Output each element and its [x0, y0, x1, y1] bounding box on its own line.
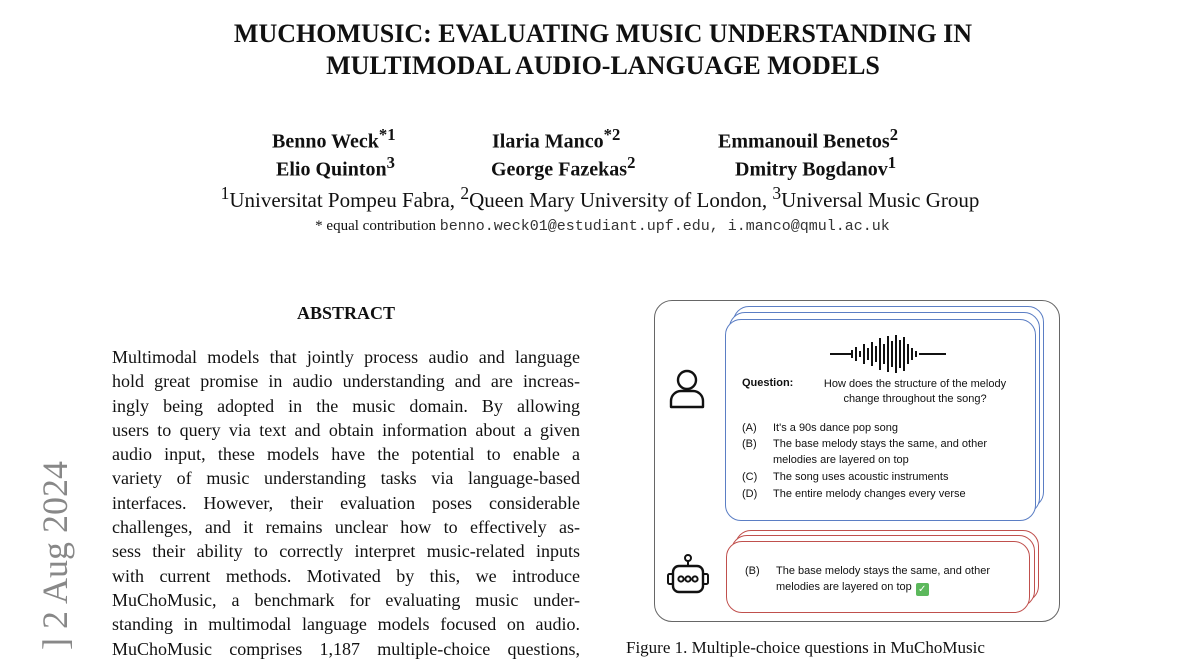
abstract-line: sess their ability to correctly interpret music-related inputs [112, 541, 580, 562]
abstract-line: MuChoMusic comprises 1,187 multiple-choice questions, [112, 638, 580, 659]
arxiv-stamp: ] 2 Aug 2024 [35, 461, 75, 650]
author: Ilaria Manco$^{*2}$ [492, 125, 621, 153]
abstract-line: interfaces. However, their evaluation poses considerable [112, 492, 580, 513]
robot-icon [665, 553, 711, 599]
abstract-line: ingly being adopted in the music domain. By allowing [112, 395, 580, 416]
author: George Fazekas$^2$ [491, 153, 636, 181]
title-line-2: MULTIMODAL AUDIO-LANGUAGE MODELS [326, 51, 880, 80]
check-icon: ✓ [916, 583, 929, 596]
title-line-1: MUCHOMUSIC: EVALUATING MUSIC UNDERSTANDING IN [233, 19, 973, 48]
abstract-line: challenges, and it remains unclear how to effectively as- [112, 517, 580, 538]
contribution-note [0, 218, 1200, 235]
waveform-icon [822, 332, 952, 376]
abstract-line: users to query via text and obtain information about a given [112, 419, 580, 440]
abstract-line: with current methods. Motivated by this, we introduce [112, 565, 580, 586]
answer-card: (B) The base melody stays the same, and other melodies are layered on top ✓ [726, 541, 1030, 613]
equal-contribution-note: * equal contribution [315, 218, 436, 234]
abstract-line: MuChoMusic, a benchmark for evaluating music under- [112, 589, 580, 610]
question-label: Question: [742, 377, 794, 389]
user-icon [667, 367, 707, 411]
question-text: How does the structure of the melody change throughout the song? [823, 378, 1007, 405]
abstract-heading: ABSTRACT [296, 303, 396, 323]
author: Elio Quinton$^3$ [276, 153, 395, 181]
figure-caption: Figure 1. Multiple-choice questions in MuChoMusic [626, 638, 985, 657]
question-card: Question: How does the structure of the melody change throughout the song? (A) It's a 90s dance pop song (B) The base melody stays the same, and other melodies are layered on top (C) The song uses acoustic instruments (D) The entire melody changes every verse [725, 319, 1036, 521]
paper-title [0, 18, 1200, 82]
author: Dmitry Bogdanov$^1$ [735, 153, 897, 181]
author: Benno Weck$^{*1}$ [272, 125, 396, 153]
abstract-line: standing in multimodal language models focused on audio. [112, 614, 580, 635]
abstract-body [112, 345, 580, 661]
figure-1 [654, 300, 1060, 622]
abstract-line: variety of music understanding tasks via language-based [112, 468, 580, 489]
author-emails: benno.weck01@estudiant.upf.edu, i.manco@qmul.ac.uk [439, 218, 890, 235]
author: Emmanouil Benetos$^2$ [718, 125, 899, 153]
abstract-line: audio input, these models have the potential to enable a [112, 444, 580, 465]
abstract-line: hold great promise in audio understanding and are increas- [112, 371, 580, 392]
abstract-line: Multimodal models that jointly process audio and language [112, 347, 580, 367]
affiliations: $^1$Universitat Pompeu Fabra, $^2$Queen Mary University of London, $^3$Universal Music Group [220, 183, 980, 212]
